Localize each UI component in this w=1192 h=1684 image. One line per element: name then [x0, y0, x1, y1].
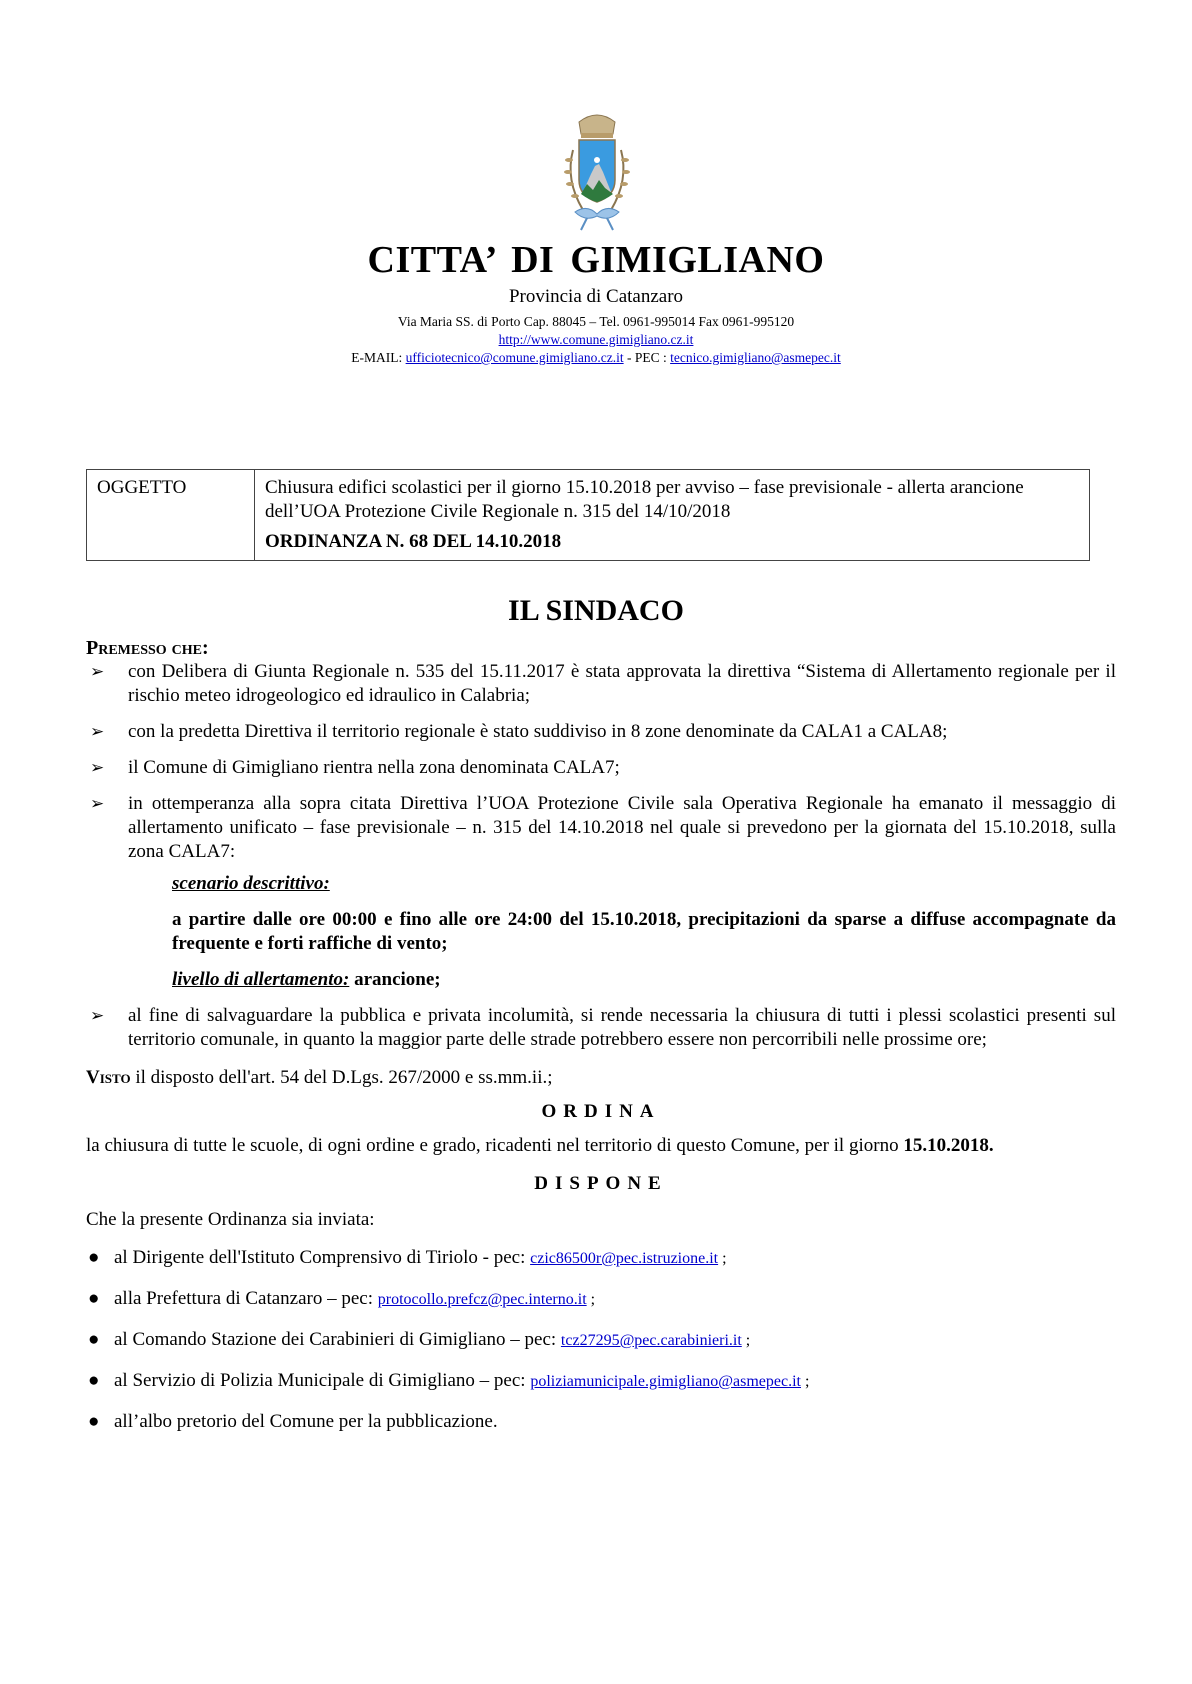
- recipient-item: ● al Servizio di Polizia Municipale di Gimigliano – pec: poliziamunicipale.gimigliano@asmepec.it ;: [88, 1370, 810, 1391]
- ordinance-number: ORDINANZA N. 68 DEL 14.10.2018: [265, 531, 562, 552]
- arrow-bullet-icon: ➢: [90, 758, 105, 777]
- list-item: ➢ il Comune di Gimigliano rientra nella zona denominata CALA7;: [90, 757, 620, 778]
- recipient-email-link[interactable]: tcz27295@pec.carabinieri.it: [560, 1332, 742, 1349]
- recipient-item: ● alla Prefettura di Catanzaro – pec: protocollo.prefcz@pec.interno.it ;: [88, 1288, 596, 1309]
- premesso-list: [86, 660, 1116, 864]
- email-link[interactable]: ufficiotecnico@comune.gimigliano.cz.it: [405, 350, 624, 365]
- scenario-label: scenario descrittivo:: [172, 873, 330, 894]
- visto-line: [86, 1066, 1116, 1090]
- city-coat-of-arms: [557, 110, 637, 240]
- visto-keyword: Visto: [86, 1067, 131, 1088]
- arrow-bullet-icon: ➢: [90, 722, 105, 741]
- recipient-item: ● all’albo pretorio del Comune per la pubblicazione.: [88, 1411, 498, 1432]
- ordina-heading: ORDINA: [541, 1101, 661, 1122]
- pec-link[interactable]: tecnico.gimigliano@asmepec.it: [670, 350, 841, 365]
- subject-cell: [255, 470, 1090, 561]
- ordina-date: 15.10.2018.: [903, 1135, 994, 1156]
- list-item: ➢ con la predetta Direttiva il territorio regionale è stato suddiviso in 8 zone denominate da CALA1 a CALA8;: [90, 721, 948, 742]
- website-link[interactable]: http://www.comune.gimigliano.cz.it: [498, 332, 694, 347]
- premesso-section: [86, 660, 1116, 1450]
- email-label: E-MAIL:: [351, 350, 403, 365]
- alert-level-value: arancione;: [349, 969, 441, 990]
- pec-label: - PEC :: [623, 350, 671, 365]
- bullet-dot-icon: ●: [88, 1411, 100, 1432]
- alert-level-label: livello di allertamento:: [172, 969, 350, 990]
- subject-table: [86, 469, 1090, 561]
- website-line: [0, 332, 1192, 348]
- recipient-item: ● al Dirigente dell'Istituto Comprensivo di Tiriolo - pec: czic86500r@pec.istruzione.it ;: [88, 1247, 727, 1268]
- subject-label: OGGETTO: [87, 470, 255, 561]
- premesso-label: Premesso che:: [86, 637, 209, 659]
- ordina-text-block: [86, 1134, 1116, 1158]
- list-item: ➢ con Delibera di Giunta Regionale n. 535 del 15.11.2017 è stata approvata la direttiva “Sistema di Allertamento regionale per il rischio meteo idrogeologico ed idraulico in Calabria;: [90, 661, 1116, 706]
- scenario-text: a partire dalle ore 00:00 e fino alle ore 24:00 del 15.10.2018, precipitazioni da sparse a diffuse accompagnate da frequente e forti raffiche di vento;: [172, 909, 1116, 954]
- dispone-intro: Che la presente Ordinanza sia inviata:: [86, 1209, 375, 1230]
- bullet-dot-icon: ●: [88, 1247, 100, 1268]
- ordina-text: la chiusura di tutte le scuole, di ogni ordine e grado, ricadenti nel territorio di questo Comune, per il giorno: [86, 1135, 904, 1156]
- recipient-item: ● al Comando Stazione dei Carabinieri di Gimigliano – pec: tcz27295@pec.carabinieri.it ;: [88, 1329, 751, 1350]
- section-title-sindaco: IL SINDACO: [508, 594, 684, 627]
- list-item: ➢ al fine di salvaguardare la pubblica e privata incolumità, si rende necessaria la chiusura di tutti i plessi scolastici presenti sul territorio comunale, in quanto la maggior parte delle strade potrebbero essere non percorribili nelle prossime ore;: [90, 1005, 1116, 1050]
- recipient-email-link[interactable]: protocollo.prefcz@pec.interno.it: [377, 1291, 587, 1308]
- bullet-dot-icon: ●: [88, 1329, 100, 1350]
- recipient-email-link[interactable]: poliziamunicipale.gimigliano@asmepec.it: [530, 1373, 801, 1390]
- arrow-bullet-icon: ➢: [90, 662, 105, 681]
- subject-text: Chiusura edifici scolastici per il giorno 15.10.2018 per avviso – fase previsionale - allerta arancione dell’UOA Protezione Civile Regionale n. 315 del 14/10/2018: [265, 477, 1024, 522]
- dispone-heading: DISPONE: [534, 1173, 668, 1194]
- email-line: [0, 350, 1192, 366]
- arrow-bullet-icon: ➢: [90, 794, 105, 813]
- recipient-email-link[interactable]: czic86500r@pec.istruzione.it: [530, 1250, 719, 1267]
- visto-text: il disposto dell'art. 54 del D.Lgs. 267/2000 e ss.mm.ii.;: [130, 1067, 553, 1088]
- recipients-list: [86, 1246, 1116, 1434]
- premesso-list-continued: [86, 1004, 1116, 1052]
- alert-level: [172, 968, 1116, 992]
- bullet-dot-icon: ●: [88, 1288, 100, 1309]
- bullet-dot-icon: ●: [88, 1370, 100, 1391]
- list-item: ➢ in ottemperanza alla sopra citata Direttiva l’UOA Protezione Civile sala Operativa Regionale ha emanato il messaggio di allertamento unificato – fase previsionale – n. 315 del 14.10.2018 nel quale si prevedono per la giornata del 15.10.2018, sulla zona CALA7:: [90, 793, 1116, 862]
- scenario-block: [86, 872, 1116, 992]
- contact-address: Via Maria SS. di Porto Cap. 88045 – Tel. 0961-995014 Fax 0961-995120: [397, 314, 795, 329]
- city-title: CITTA’ DI GIMIGLIANO: [367, 239, 825, 281]
- province-name: Provincia di Catanzaro: [508, 286, 684, 307]
- arrow-bullet-icon: ➢: [90, 1006, 105, 1025]
